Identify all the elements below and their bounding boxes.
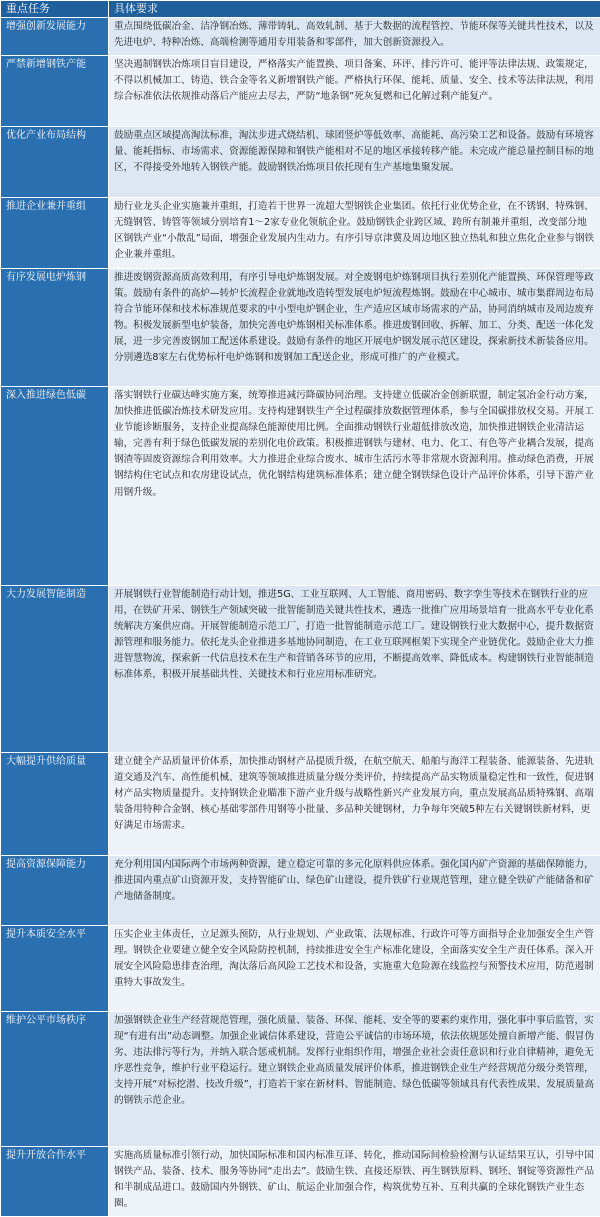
header-requirement: 具体要求 xyxy=(109,1,600,18)
table-row xyxy=(1,18,600,56)
task-cell: 提升本质安全水平 xyxy=(1,926,109,1012)
task-cell: 有序发展电炉炼钢 xyxy=(1,269,109,387)
requirement-cell: 坚决遏制钢铁冶炼项目盲目建设，严格落实产能置换、项目备案、环评、排污许可、能评等法律法规、政策规定，不得以机械加工、铸造、铁合金等名义新增钢铁产能。严格执行环保、能耗、质量、安全、技术等法律法规，利用综合标准依法依规推动落后产能应去尽去，严防“地条钢”死灰复燃和已化解过剩产能复产。 xyxy=(109,56,600,127)
table-header-row xyxy=(1,1,600,18)
task-cell: 提升开放合作水平 xyxy=(1,1147,109,1217)
table-row xyxy=(1,586,600,753)
requirement-cell: 励行业龙头企业实施兼并重组，打造若干世界一流超大型钢铁企业集团。依托行业优势企业，在不锈钢、特殊钢、无缝钢管、铸管等领域分别培育1～2家专业化领航企业。鼓励钢铁企业跨区域、跨所有制兼并重组，改变部分地区钢铁产业“小散乱”局面，增强企业发展内生动力。有序引导京津冀及周边地区独立热轧和独立焦化企业参与钢铁企业兼并重组。 xyxy=(109,198,600,269)
requirement-cell: 推进废钢资源高质高效利用，有序引导电炉炼钢发展。对全废钢电炉炼钢项目执行差别化产能置换、环保管理等政策。鼓励有条件的高炉—转炉长流程企业就地改造转型发展电炉短流程炼钢。鼓励在中心城市、城市集群周边布局符合节能环保和技术标准规范要求的中小型电炉钢企业，生产适应区域市场需求的产品，协同消纳城市及周边废弃物。积极发展新型电炉装备，加快完善电炉炼钢相关标准体系。推进废钢回收、拆解、加工、分类、配送一体化发展，进一步完善废钢加工配送体系建设。鼓励有条件的地区开展电炉钢发展示范区建设，探索新技术新装备应用。分别遴选8家左右优势标杆电炉炼钢和废钢加工配送企业，形成可推广的产业模式。 xyxy=(109,269,600,387)
requirement-cell: 落实钢铁行业碳达峰实施方案，统筹推进减污降碳协同治理。支持建立低碳冶金创新联盟，制定氢冶金行动方案，加快推进低碳冶炼技术研发应用。支持构建钢铁生产全过程碳排放数据管理体系，参与全国碳排放权交易。开展工业节能诊断服务，支持企业提高绿色能源使用比例。全面推动钢铁行业超低排放改造，加快推进钢铁企业清洁运输，完善有利于绿色低碳发展的差别化电价政策。积极推进钢铁与建材、电力、化工、有色等产业耦合发展，提高钢渣等固废资源综合利用效率。大力推进企业综合废水、城市生活污水等非常规水资源利用。推动绿色消费，开展钢结构住宅试点和农房建设试点，优化钢结构建筑标准体系；建立健全钢铁绿色设计产品评价体系，引导下游产业用钢升级。 xyxy=(109,387,600,586)
table-row xyxy=(1,926,600,1012)
requirement-cell: 重点围绕低碳冶金、洁净钢冶炼、薄带铸轧、高效轧制、基于大数据的流程管控、节能环保等关键共性技术，以及先进电炉、特种冶炼、高端检测等通用专用装备和零部件，加大创新资源投入。 xyxy=(109,18,600,56)
requirement-cell: 压实企业主体责任，立足源头预防，从行业规划、产业政策、法规标准、行政许可等方面指导企业加强安全生产管理。钢铁企业要建立健全安全风险防控机制，持续推进安全生产标准化建设，全面落实安全生产责任体系。深入开展安全风险隐患排查治理，淘汰落后高风险工艺技术和设备，实施重大危险源在线监控与预警技术应用，防范遏制重特大事故发生。 xyxy=(109,926,600,1012)
header-task: 重点任务 xyxy=(1,1,109,18)
requirement-cell: 开展钢铁行业智能制造行动计划，推进5G、工业互联网、人工智能、商用密码、数字孪生等技术在钢铁行业的应用，在铁矿开采、钢铁生产领域突破一批智能制造关键共性技术，遴选一批推广应用场景培育一批高水平专业化系统解决方案供应商。开展智能制造示范工厂，打造一批智能制造示范工厂。建设钢铁行业大数据中心，提升数据资源管理和服务能力。依托龙头企业推进多基地协同制造，在工业互联网框架下实现全产业链优化。鼓励企业大力推进智慧物流，探索新一代信息技术在生产和营销各环节的应用，不断提高效率、降低成本。构建钢铁行业智能制造标准体系，积极开展基础共性、关键技术和行业应用标准研究。 xyxy=(109,586,600,753)
table-row xyxy=(1,856,600,926)
table-row xyxy=(1,198,600,269)
table-row xyxy=(1,753,600,856)
table-row xyxy=(1,56,600,127)
task-cell: 大幅提升供给质量 xyxy=(1,753,109,856)
task-cell: 维护公平市场秩序 xyxy=(1,1012,109,1147)
task-cell: 优化产业布局结构 xyxy=(1,127,109,198)
table-row xyxy=(1,387,600,586)
table-row xyxy=(1,1012,600,1147)
task-cell: 推进企业兼并重组 xyxy=(1,198,109,269)
table-row xyxy=(1,127,600,198)
task-cell: 提高资源保障能力 xyxy=(1,856,109,926)
task-cell: 严禁新增钢铁产能 xyxy=(1,56,109,127)
requirement-cell: 充分利用国内国际两个市场两种资源，建立稳定可靠的多元化原料供应体系。强化国内矿产资源的基础保障能力，推进国内重点矿山资源开发，支持智能矿山、绿色矿山建设，提升铁矿行业规范管理，建立健全铁矿产能储备和矿产地储备制度。 xyxy=(109,856,600,926)
requirement-cell: 建立健全产品质量评价体系，加快推动钢材产品提质升级，在航空航天、船舶与海洋工程装备、能源装备、先进轨道交通及汽车、高性能机械、建筑等领域推进质量分级分类评价，持续提高产品实物质量稳定性和一致性，促进钢材产品实物质量提升。支持钢铁企业瞄准下游产业升级与战略性新兴产业发展方向，重点发展高品质特殊钢、高端装备用特种合金钢、核心基础零部件用钢等小批量、多品种关键钢材，力争每年突破5种左右关键钢铁新材料，更好满足市场需求。 xyxy=(109,753,600,856)
task-cell: 深入推进绿色低碳 xyxy=(1,387,109,586)
task-cell: 大力发展智能制造 xyxy=(1,586,109,753)
requirement-cell: 鼓励重点区域提高淘汰标准，淘汰步进式烧结机、球团竖炉等低效率、高能耗、高污染工艺和设备。鼓励有环境容量、能耗指标、市场需求、资源能源保障和钢铁产能相对不足的地区承接转移产能。未完成产能总量控制目标的地区，不得接受外地转入钢铁产能。鼓励钢铁冶炼项目依托现有生产基地集聚发展。 xyxy=(109,127,600,198)
task-cell: 增强创新发展能力 xyxy=(1,18,109,56)
table-row xyxy=(1,269,600,387)
requirement-cell: 加强钢铁企业生产经营规范管理，强化质量、装备、环保、能耗、安全等的要素约束作用，强化事中事后监管，实现“有进有出”动态调整。加强企业诚信体系建设，营造公平诚信的市场环境，依法依规惩处擅自新增产能、假冒伪劣、违法排污等行为，并纳入联合惩戒机制。发挥行业组织作用，增强企业社会责任意识和行业自律精神，避免无序恶性竞争，维护行业平稳运行。建立钢铁企业高质量发展评价体系，推进钢铁企业生产经营规范分级分类管理，支持开展“对标挖潜、技改升级”，打造若干家在新材料、智能制造、绿色低碳等领域具有代表性成果、发展质量高的钢铁示范企业。 xyxy=(109,1012,600,1147)
table-row xyxy=(1,1147,600,1217)
requirement-cell: 实施高质量标准引领行动，加快国际标准和国内标准互译、转化，推动国际间检验检测与认证结果互认，引导中国钢铁产品、装备、技术、服务等协同“走出去”。鼓励生铁、直接还原铁、再生钢铁原料、钢坯、钢锭等资源性产品和半制成品进口。鼓励国内外钢铁、矿山、航运企业加强合作，构筑优势互补、互利共赢的全球化钢铁产业生态圈。 xyxy=(109,1147,600,1217)
